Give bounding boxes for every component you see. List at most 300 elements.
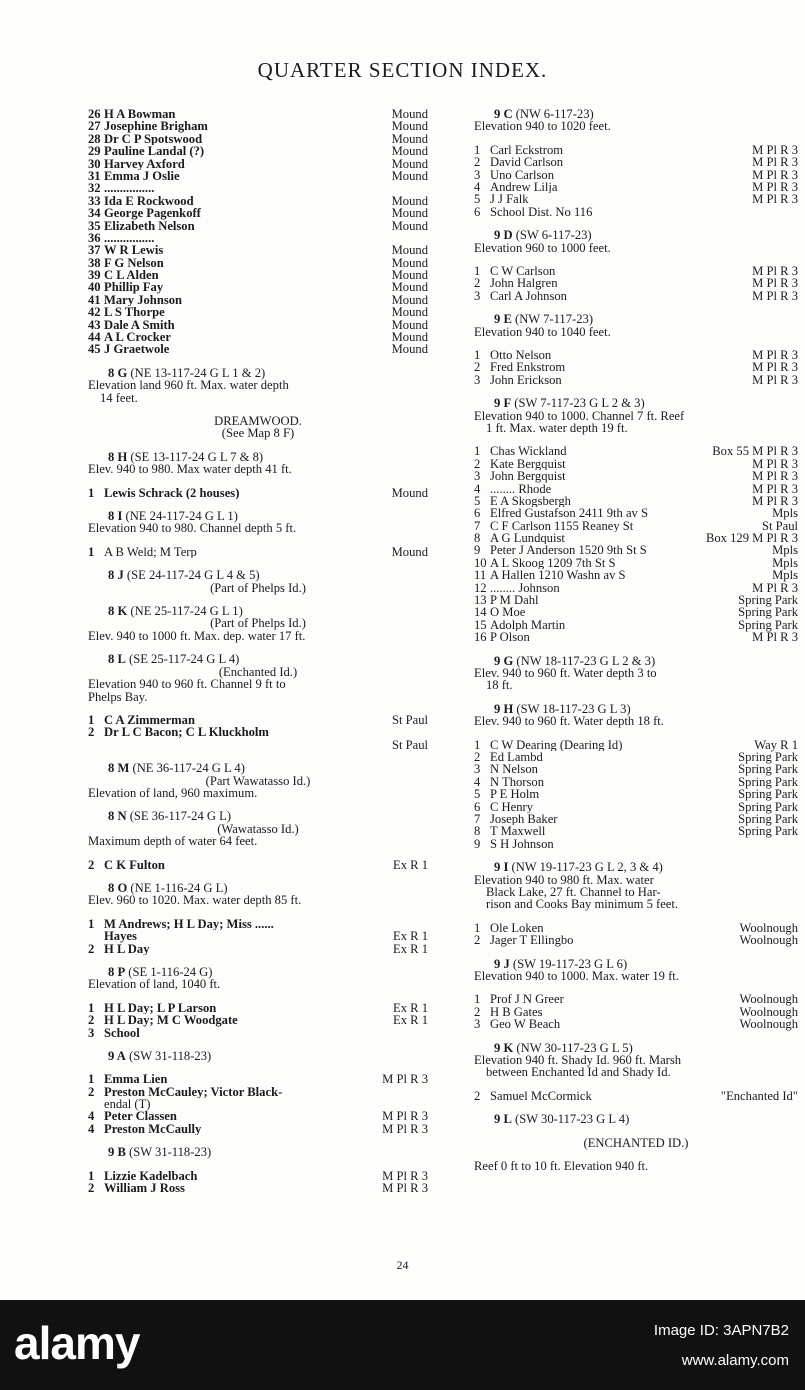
section-note: Elev. 940 to 960 ft. Water depth 18 ft.	[474, 714, 664, 729]
entry-number: 6	[474, 204, 481, 219]
entry-location: M Pl R 3	[382, 1181, 428, 1196]
entry-number: 9	[474, 543, 481, 558]
entry-name: Ida E Rockwood	[104, 194, 194, 208]
spacer	[474, 133, 798, 144]
section-id: 8 N	[108, 809, 127, 824]
entry-name: Prof J N Greer	[490, 993, 564, 1006]
list-item	[474, 206, 798, 218]
list-item	[474, 483, 798, 495]
list-item	[88, 232, 428, 244]
entry-number: 1	[88, 485, 95, 500]
entry-location: Mpls	[772, 543, 798, 558]
entry-number: 3	[474, 469, 481, 484]
entry-number: 1	[474, 920, 481, 935]
section-note: Elevation 940 ft. Shady Id. 960 ft. Marsh	[474, 1052, 682, 1067]
spacer	[88, 703, 428, 714]
entry-number: 1	[88, 1168, 95, 1183]
list-item	[474, 507, 798, 519]
entry-number: 3	[474, 288, 481, 303]
entry-name: Otto Nelson	[490, 348, 552, 362]
entry-location: M Pl R 3	[752, 263, 798, 278]
entry-number: 3	[474, 167, 481, 182]
entry-location: Woolnough	[739, 992, 798, 1007]
entry-location: Mpls	[772, 555, 798, 570]
entry-name: ........ Rhode	[490, 482, 552, 495]
entry-number: 34	[88, 206, 101, 221]
entry-number: 1	[474, 347, 481, 362]
entry-location: Mound	[391, 131, 428, 146]
entry-number: 7	[474, 518, 481, 533]
entry-number: 40	[88, 280, 101, 295]
section-ref: (SW 31-118-23)	[129, 1145, 212, 1160]
entry-number: 1	[474, 737, 481, 752]
list-item	[88, 1014, 428, 1026]
section-note: Elevation of land, 1040 ft.	[88, 977, 221, 992]
section-note: Elev. 940 to 980. Max water depth 41 ft.	[88, 462, 292, 477]
list-item	[88, 726, 428, 738]
list-item	[88, 120, 428, 132]
entry-name: Adolph Martin	[490, 618, 566, 632]
list-item	[474, 788, 798, 800]
entry-location: Spring Park	[738, 593, 798, 608]
list-item	[88, 943, 428, 955]
entry-name: Emma Lien	[104, 1073, 168, 1086]
section-note: Elev. 940 to 960 ft. Water depth 3 to	[474, 666, 657, 680]
entry-location: Ex R 1	[393, 929, 428, 944]
watermark-url: www.alamy.com	[681, 1352, 789, 1369]
entry-location: Spring Park	[738, 799, 798, 814]
list-item	[88, 145, 428, 157]
list-item	[88, 319, 428, 331]
section-note: Elevation 940 to 1000. Channel 7 ft. Reef	[474, 408, 685, 423]
entry-location: Mound	[391, 292, 428, 307]
entry-location: M Pl R 3	[752, 192, 798, 207]
entry-number: 29	[88, 144, 101, 159]
entry-location: M Pl R 3	[752, 630, 798, 645]
entry-name: Ole Loken	[490, 921, 544, 935]
section-note: St Paul	[391, 737, 428, 752]
entry-name: Hayes	[104, 930, 137, 943]
entry-number: 2	[474, 456, 481, 471]
entry-location: Spring Park	[738, 811, 798, 826]
entry-location: Mound	[391, 255, 428, 270]
entry-location: Mound	[391, 544, 428, 559]
entry-location: Mound	[391, 218, 428, 233]
list-item	[88, 930, 428, 942]
section-id: 8 G	[108, 365, 128, 380]
list-item	[88, 1002, 428, 1014]
entry-location: M Pl R 3	[752, 288, 798, 303]
section-id: 9 G	[494, 653, 514, 668]
list-item	[474, 156, 798, 168]
watermark-banner	[0, 1300, 805, 1390]
entry-name: Andrew Lilja	[490, 180, 558, 194]
list-item	[88, 207, 428, 219]
section-ref: (SE 13-117-24 G L 7 & 8)	[130, 449, 264, 464]
entry-number: 4	[88, 1109, 95, 1124]
spacer	[88, 535, 428, 546]
entry-number: 31	[88, 168, 101, 183]
section-id: 9 D	[494, 228, 513, 243]
section-ref: (NW 18-117-23 G L 2 & 3)	[516, 653, 656, 668]
entry-name: Mary Johnson	[104, 293, 183, 307]
list-item	[88, 281, 428, 293]
centered-note: (Part Wawatasso Id.)	[205, 773, 311, 788]
entry-number: 36	[88, 230, 101, 245]
entry-number: 2	[474, 276, 481, 291]
section-note: 14 feet.	[100, 390, 138, 405]
entry-name: E A Skogsbergh	[490, 494, 571, 508]
entry-name: C W Dearing (Dearing Id)	[490, 738, 623, 752]
entry-location: Mound	[391, 330, 428, 345]
section-note: Elevation 960 to 1000 feet.	[474, 240, 611, 255]
entry-name: Lizzie Kadelbach	[104, 1169, 198, 1183]
list-item	[88, 269, 428, 281]
entry-name: H L Day; L P Larson	[104, 1001, 217, 1015]
entry-location: M Pl R 3	[382, 1109, 428, 1124]
section-ref: (SW 18-117-23 G L 3)	[516, 701, 631, 716]
entry-name: P E Holm	[490, 788, 540, 801]
entry-location: Mound	[391, 206, 428, 221]
list-item	[88, 1073, 428, 1085]
list-item	[474, 557, 798, 569]
list-item	[88, 257, 428, 269]
section-heading	[88, 1146, 428, 1158]
list-item	[88, 343, 428, 355]
left-column	[88, 108, 428, 1194]
entry-number: 7	[474, 811, 481, 826]
list-item	[474, 349, 798, 361]
entry-name: A L Skoog 1209 7th St S	[490, 556, 616, 570]
entry-number: 1	[88, 916, 95, 931]
entry-location: M Pl R 3	[752, 372, 798, 387]
entry-location: M Pl R 3	[752, 347, 798, 362]
spacer	[88, 1062, 428, 1073]
entry-number: 2	[88, 1181, 95, 1196]
entry-name: J Graetwole	[104, 343, 170, 356]
entry-number: 3	[474, 372, 481, 387]
entry-name: Dr L C Bacon; C L Kluckholm	[104, 726, 269, 739]
centered-note: (Enchanted Id.)	[218, 664, 298, 679]
section-ref: (SW 30-117-23 G L 4)	[515, 1112, 630, 1127]
entry-name: ................	[104, 231, 155, 245]
entry-name: Phillip Fay	[104, 281, 164, 294]
entry-location: "Enchanted Id"	[720, 1088, 798, 1103]
entry-name: P Olson	[490, 631, 530, 644]
entry-continuation: endal (T)	[104, 1097, 151, 1112]
entry-number: 1	[88, 544, 95, 559]
section-note: 18 ft.	[486, 678, 513, 693]
entry-location: Spring Park	[738, 787, 798, 802]
page-number: 24	[396, 1258, 409, 1272]
section-note: Elevation 940 to 980. Channel depth 5 ft.	[88, 521, 297, 536]
list-item	[88, 714, 428, 726]
list-item	[88, 1123, 428, 1135]
entry-name: P M Dahl	[490, 594, 539, 607]
entry-number: 5	[474, 493, 481, 508]
entry-location: M Pl R 3	[752, 167, 798, 182]
entry-name: William J Ross	[104, 1182, 185, 1195]
list-item	[474, 993, 798, 1005]
entry-location: Mpls	[772, 568, 798, 583]
list-item	[474, 265, 798, 277]
entry-number: 38	[88, 255, 101, 270]
list-item	[474, 544, 798, 556]
entry-number: 2	[474, 1088, 481, 1103]
entry-location: M Pl R 3	[752, 155, 798, 170]
entry-location: Woolnough	[739, 920, 798, 935]
section-ref: (NE 13-117-24 G L 1 & 2)	[130, 365, 266, 380]
entry-number: 28	[88, 131, 101, 146]
section-id: 8 O	[108, 880, 128, 895]
centered-note: (ENCHANTED ID.)	[583, 1135, 689, 1150]
entry-number: 39	[88, 268, 101, 283]
entry-name: John Halgren	[490, 277, 558, 290]
entry-name: Chas Wickland	[490, 445, 567, 458]
section-note: Elevation of land, 960 maximum.	[88, 785, 258, 800]
list-item	[474, 144, 798, 156]
entry-number: 1	[88, 1000, 95, 1015]
entry-name: J J Falk	[490, 193, 529, 206]
entry-location: Spring Park	[738, 762, 798, 777]
entry-name: Dale A Smith	[104, 318, 175, 332]
entry-number: 14	[474, 605, 487, 620]
entry-number: 2	[88, 1084, 95, 1099]
list-item	[88, 244, 428, 256]
section-ref: (SE 36-117-24 G L)	[129, 809, 232, 824]
entry-name: M Andrews; H L Day; Miss ......	[104, 917, 274, 931]
section-id: 8 H	[108, 449, 128, 464]
section-note: between Enchanted Id and Shady Id.	[486, 1065, 671, 1080]
entry-number: 26	[88, 107, 101, 121]
list-item	[474, 532, 798, 544]
entry-name: Emma J Oslie	[104, 169, 180, 183]
section-ref: (NW 6-117-23)	[515, 107, 594, 121]
spacer	[88, 848, 428, 859]
entry-number: 16	[474, 630, 487, 645]
list-item	[474, 619, 798, 631]
section-note: Elevation land 960 ft. Max. water depth	[88, 378, 289, 393]
centered-note: (Part of Phelps Id.)	[210, 580, 306, 595]
section-id: 9 H	[494, 701, 514, 716]
list-item	[88, 487, 428, 499]
list-item	[474, 169, 798, 181]
list-item	[88, 294, 428, 306]
entry-name: Uno Carlson	[490, 168, 555, 181]
entry-name: Dr C P Spotswood	[104, 132, 203, 146]
section-note: Elevation 940 to 1020 feet.	[474, 119, 611, 134]
entry-location: Woolnough	[739, 1017, 798, 1032]
entry-name: David Carlson	[490, 156, 564, 169]
section-heading	[474, 397, 798, 409]
list-item	[474, 1018, 798, 1030]
section-note: 1 ft. Max. water depth 19 ft.	[486, 420, 628, 435]
entry-location: Mound	[391, 144, 428, 159]
entry-number: 11	[474, 568, 487, 583]
entry-location: Mound	[391, 168, 428, 183]
section-id: 8 K	[108, 604, 128, 619]
entry-number: 42	[88, 305, 101, 320]
entry-name: L S Thorpe	[104, 306, 165, 319]
entry-number: 6	[474, 799, 481, 814]
entry-number: 8	[474, 824, 481, 839]
list-item	[88, 195, 428, 207]
entry-number: 15	[474, 617, 487, 632]
section-id: 8 M	[108, 761, 130, 776]
section-id: 8 L	[108, 652, 126, 667]
entry-location: Woolnough	[739, 933, 798, 948]
entry-number: 8	[474, 531, 481, 546]
entry-name: Samuel McCormick	[490, 1089, 592, 1103]
entry-number: 5	[474, 787, 481, 802]
entry-name: Geo W Beach	[490, 1018, 561, 1031]
entry-number: 1	[88, 712, 95, 727]
entry-name: Fred Enkstrom	[490, 361, 566, 374]
entry-number: 4	[474, 179, 481, 194]
entry-location: M Pl R 3	[382, 1072, 428, 1087]
centered-note: (Part of Phelps Id.)	[210, 616, 306, 631]
section-id: 9 E	[494, 312, 512, 327]
entry-name: C F Carlson 1155 Reaney St	[490, 519, 634, 533]
entry-location: M Pl R 3	[752, 276, 798, 291]
entry-name: John Bergquist	[490, 470, 566, 483]
list-item	[88, 1182, 428, 1194]
entry-number: 33	[88, 193, 101, 208]
section-heading	[474, 313, 798, 325]
entry-location: Mound	[391, 280, 428, 295]
spacer	[88, 907, 428, 918]
list-item	[88, 1027, 428, 1039]
centered-note: (See Map 8 F)	[221, 426, 295, 441]
entry-number: 2	[474, 360, 481, 375]
entry-number: 2	[474, 750, 481, 765]
list-item	[88, 918, 428, 930]
list-item	[88, 1170, 428, 1182]
list-item	[474, 495, 798, 507]
spacer	[88, 476, 428, 487]
entry-name: F G Nelson	[104, 256, 164, 270]
entry-location: Spring Park	[738, 774, 798, 789]
section-note: Elevation 940 to 1000. Max. water 19 ft.	[474, 968, 679, 983]
entry-location: M Pl R 3	[752, 360, 798, 375]
section-heading	[88, 810, 428, 822]
entry-number: 2	[88, 725, 95, 740]
entry-name: John Erickson	[490, 373, 562, 387]
entry-number: 3	[474, 762, 481, 777]
entry-name: George Pagenkoff	[104, 207, 201, 220]
list-item	[474, 606, 798, 618]
entry-location: Mound	[391, 107, 428, 121]
section-heading	[474, 861, 798, 873]
entry-name: Peter J Anderson 1520 9th St S	[490, 544, 647, 557]
entry-name: W R Lewis	[104, 244, 164, 257]
section-heading	[88, 569, 428, 581]
entry-name: ................	[104, 182, 155, 195]
list-item	[474, 825, 798, 837]
spacer	[474, 254, 798, 265]
list-item	[88, 546, 428, 558]
entry-number: 1	[474, 444, 481, 459]
entry-number: 30	[88, 156, 101, 171]
entry-location: Mpls	[772, 506, 798, 521]
list-item	[88, 331, 428, 343]
entry-number	[88, 930, 104, 942]
entry-name: ........ Johnson	[490, 581, 560, 595]
section-ref: (SW 31-118-23)	[129, 1048, 212, 1063]
section-id: 8 P	[108, 964, 126, 979]
list-item	[88, 158, 428, 170]
entry-number: 1	[474, 992, 481, 1007]
section-ref: (SW 19-117-23 G L 6)	[512, 956, 628, 971]
list-item	[474, 458, 798, 470]
entry-name: N Thorson	[490, 775, 544, 789]
list-item	[88, 170, 428, 182]
section-ref: (NW 30-117-23 G L 5)	[516, 1040, 633, 1055]
list-item	[88, 108, 428, 120]
list-item	[474, 361, 798, 373]
entry-location: Mound	[391, 485, 428, 500]
list-item	[474, 631, 798, 643]
section-ref: (SE 25-117-24 G L 4)	[129, 652, 240, 667]
spacer	[474, 338, 798, 349]
entry-number: 41	[88, 292, 101, 307]
entry-name: A Hallen 1210 Washn av S	[490, 569, 626, 582]
entry-name: C L Alden	[104, 269, 159, 282]
entry-name: Preston McCauley; Victor Black-	[104, 1085, 283, 1099]
list-item	[88, 133, 428, 145]
section-id: 8 J	[108, 568, 124, 583]
entry-number: 13	[474, 593, 487, 608]
entry-name: C A Zimmerman	[104, 713, 195, 727]
entry-name: O Moe	[490, 606, 526, 619]
entry-name: Elizabeth Nelson	[104, 219, 195, 232]
image-id-label: Image ID: 3APN7B2	[653, 1322, 789, 1339]
entry-number: 5	[474, 192, 481, 207]
section-ref: (SW 7-117-23 G L 2 & 3)	[514, 396, 645, 411]
entry-name: A B Weld; M Terp	[104, 545, 197, 559]
entry-name: A L Crocker	[104, 331, 171, 344]
list-item	[474, 1090, 798, 1102]
list-item	[474, 277, 798, 289]
entry-name: T Maxwell	[490, 825, 546, 838]
entry-name: Carl A Johnson	[490, 289, 567, 303]
entry-name: A G Lundquist	[490, 532, 565, 545]
entry-name: Harvey Axford	[104, 157, 185, 170]
entry-location: Mound	[391, 317, 428, 332]
section-id: 8 I	[108, 509, 123, 524]
section-id: 9 F	[494, 396, 512, 411]
entry-number: 12	[474, 580, 487, 595]
entry-location: St Paul	[761, 518, 798, 533]
section-heading	[474, 229, 798, 241]
entry-location: Mound	[391, 342, 428, 357]
entry-name: H A Bowman	[104, 108, 176, 121]
entry-location: Mound	[391, 119, 428, 134]
entry-location: M Pl R 3	[752, 580, 798, 595]
entry-location: Ex R 1	[393, 857, 428, 872]
entry-number: 10	[474, 555, 487, 570]
entry-name: Jager T Ellingbo	[490, 934, 574, 947]
entry-name: School	[104, 1026, 140, 1039]
entry-number: 35	[88, 218, 101, 233]
entry-number: 2	[474, 933, 481, 948]
entry-number: 32	[88, 181, 101, 196]
section-heading	[88, 762, 428, 774]
entry-name: Pauline Landal (?)	[104, 145, 205, 158]
list-item	[88, 1110, 428, 1122]
entry-number: 2	[88, 857, 95, 872]
entry-location: Spring Park	[738, 824, 798, 839]
